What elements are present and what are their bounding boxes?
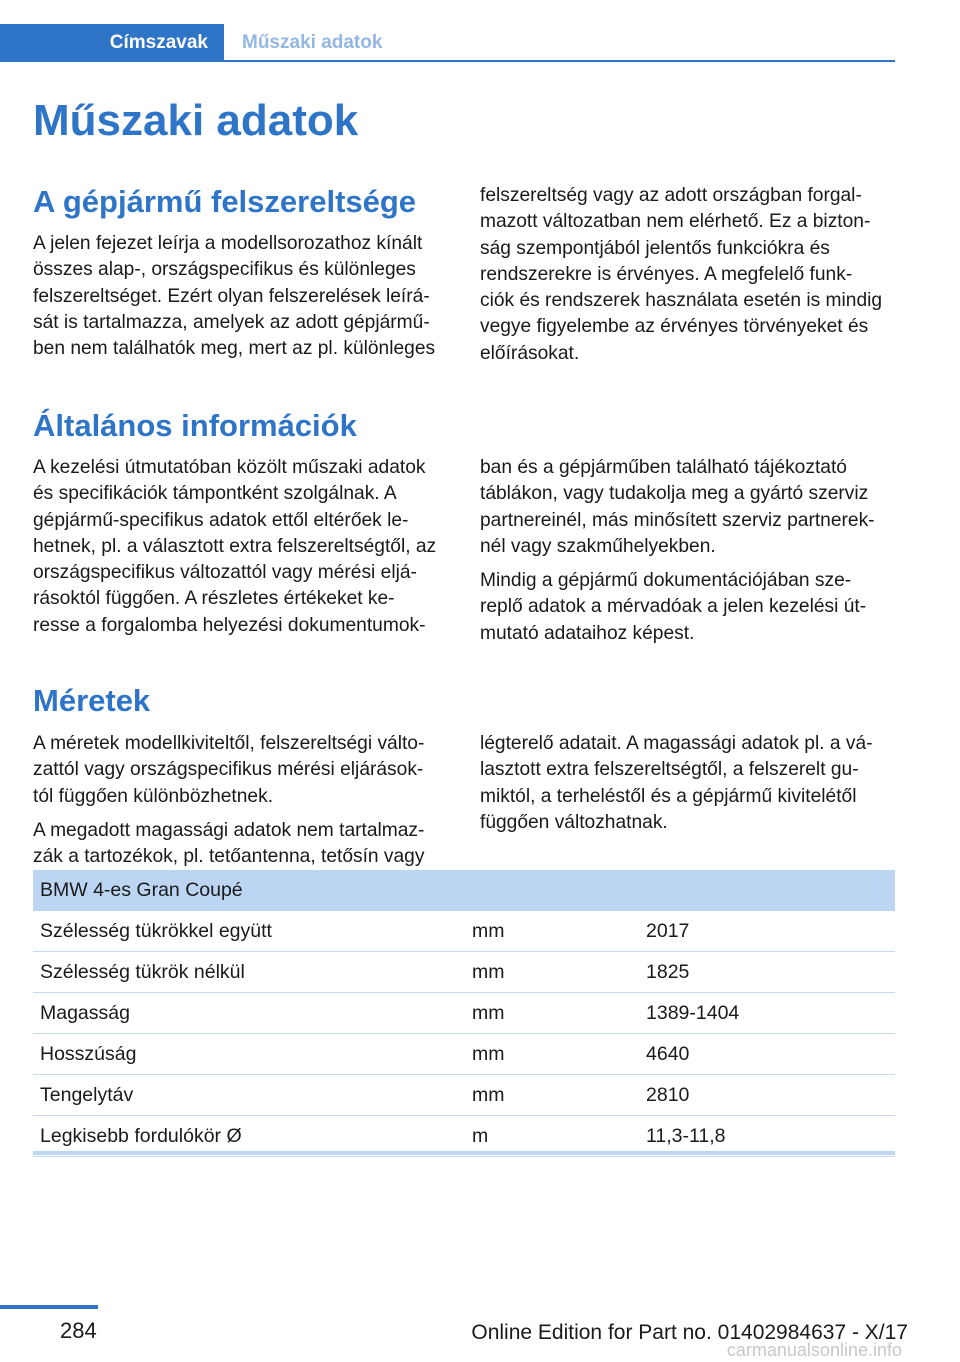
text-line: miktól, a terheléstől és a gépjármű kivitelétől — [480, 785, 857, 807]
text-line: gépjármű-specifikus adatok ettől eltérőek le- — [33, 509, 409, 531]
dimensions-table — [33, 870, 895, 1157]
header-nav — [0, 24, 895, 62]
row-unit: mm — [465, 952, 639, 993]
text-line: függően változhatnak. — [480, 811, 668, 833]
text-line: mutató adataihoz képest. — [480, 622, 695, 644]
page-number: 284 — [60, 1318, 97, 1343]
text-line: felszereltség vagy az adott országban forgal- — [480, 185, 862, 206]
tab-technical-data[interactable]: Műszaki adatok — [242, 32, 383, 53]
tab-index[interactable]: Címszavak — [0, 24, 224, 62]
row-value: 11,3-11,8 — [639, 1116, 895, 1157]
row-unit: mm — [465, 911, 639, 952]
row-value: 2810 — [639, 1075, 895, 1116]
text-line: A kezelési útmutatóban közölt műszaki adatok — [33, 457, 426, 478]
text-line: rendszerekre is érvényes. A megfelelő funk- — [480, 263, 853, 285]
text-line: A méretek modellkiviteltől, felszereltségi válto- — [33, 733, 425, 754]
page-number-rule — [0, 1305, 98, 1309]
text-line: sát is tartalmazza, amelyek az adott gépjármű- — [33, 311, 430, 333]
table-row — [33, 993, 895, 1034]
text-line: A jelen fejezet leírja a modellsorozathoz kínált — [33, 233, 423, 254]
text-line: táblákon, vagy tudakolja meg a gyártó szerviz — [480, 483, 869, 505]
text-line: Mindig a gépjármű dokumentációjában sze- — [480, 570, 852, 592]
text-line: ciók és rendszerek használata esetén is mindig — [480, 290, 883, 312]
text-line: légterelő adatait. A magassági adatok pl. a vá- — [480, 733, 873, 754]
text-line: vegye figyelembe az érvényes törvényeket és — [480, 316, 869, 338]
text-line: mazott változatban nem elérhető. Ez a bizton- — [480, 211, 871, 233]
row-label: Szélesség tükrök nélkül — [33, 952, 465, 993]
heading-equipment: A gépjármű felszereltsége — [33, 184, 417, 219]
table-row — [33, 1034, 895, 1075]
text-line: és specifikációk támpontként szolgálnak. A — [33, 483, 397, 505]
table-row — [33, 1075, 895, 1116]
text-line: összes alap-, országspecifikus és különleges — [33, 259, 416, 281]
watermark: carmanualsonline.info — [726, 1340, 902, 1360]
text-line: országspecifikus változattól vagy mérési eljá- — [33, 562, 417, 584]
table-header-row — [33, 870, 895, 911]
general-text-left — [33, 455, 448, 647]
row-value: 1825 — [639, 952, 895, 993]
equipment-text-left — [33, 231, 448, 370]
row-value: 4640 — [639, 1034, 895, 1075]
text-line: tól függően különbözhetnek. — [33, 785, 274, 807]
table-header-cell: BMW 4-es Gran Coupé — [33, 870, 895, 911]
table-row — [33, 952, 895, 993]
row-label: Szélesség tükrökkel együtt — [33, 911, 465, 952]
text-line: ság szempontjából jelentős funkciókra és — [480, 237, 830, 259]
dimensions-text-right — [480, 731, 895, 844]
text-line: rásoktól függően. A részletes értékeket ke- — [33, 588, 395, 610]
row-label: Legkisebb fordulókör Ø — [33, 1116, 465, 1157]
text-line: előírásokat. — [480, 342, 580, 364]
text-line: lasztott extra felszereltségtől, a felszerelt gu- — [480, 759, 859, 781]
text-line: replő adatok a mérvadóak a jelen kezelési út- — [480, 596, 867, 618]
page-title: Műszaki adatok — [33, 96, 359, 145]
text-line: nél vagy szakműhelyekben. — [480, 535, 716, 557]
row-unit: mm — [465, 1034, 639, 1075]
heading-dimensions: Méretek — [33, 683, 151, 718]
text-line: A megadott magassági adatok nem tartalmaz- — [33, 819, 425, 841]
row-unit: mm — [465, 1075, 639, 1116]
table-bottom-rule — [33, 1151, 895, 1155]
row-value: 2017 — [639, 911, 895, 952]
text-line: felszereltséget. Ezért olyan felszerelések leírá- — [33, 285, 430, 307]
equipment-text-right — [480, 183, 895, 375]
row-unit: m — [465, 1116, 639, 1157]
text-line: ban és a gépjárműben található tájékoztató — [480, 457, 847, 478]
general-text-right — [480, 455, 895, 655]
text-line: partnereinél, más minősített szerviz partnerek- — [480, 509, 875, 531]
text-line: zák a tartozékok, pl. tetőantenna, tetősín vagy — [33, 846, 425, 868]
row-unit: mm — [465, 993, 639, 1034]
text-line: zattól vagy országspecifikus mérési eljárások- — [33, 759, 424, 781]
row-label: Tengelytáv — [33, 1075, 465, 1116]
table-row — [33, 911, 895, 952]
row-value: 1389-1404 — [639, 993, 895, 1034]
row-label: Hosszúság — [33, 1034, 465, 1075]
footer-edition: Online Edition for Part no. 01402984637 - X/17 — [471, 1321, 908, 1344]
text-line: resse a forgalomba helyezési dokumentumok- — [33, 614, 426, 636]
text-line: hetnek, pl. a választott extra felszereltségtől, az — [33, 535, 437, 557]
text-line: ben nem találhatók meg, mert az pl. különleges — [33, 338, 436, 360]
dimensions-text-left — [33, 731, 448, 878]
heading-general-info: Általános információk — [33, 408, 357, 443]
row-label: Magasság — [33, 993, 465, 1034]
header-rule — [224, 60, 895, 62]
